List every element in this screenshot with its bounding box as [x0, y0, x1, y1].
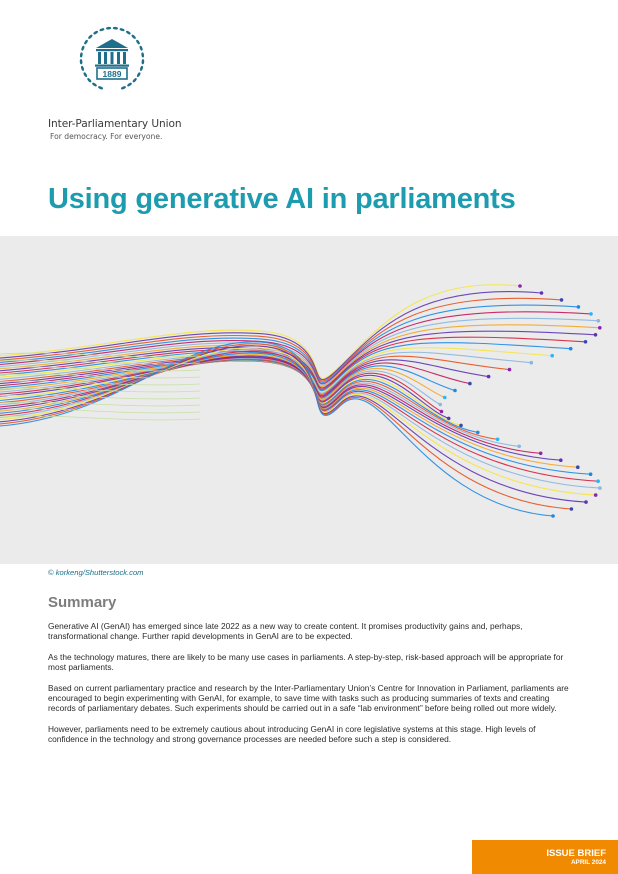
flow-line-endpoint — [443, 396, 447, 400]
flow-line-endpoint — [540, 291, 544, 295]
flow-line-endpoint — [517, 445, 521, 449]
flow-line-endpoint — [584, 340, 588, 344]
flow-line-endpoint — [597, 319, 601, 323]
flow-line-endpoint — [596, 479, 600, 483]
flow-line-endpoint — [594, 333, 598, 337]
org-tagline: For democracy. For everyone. — [50, 132, 163, 141]
flow-line-endpoint — [569, 347, 573, 351]
summary-paragraph-4: However, parliaments need to be extremely cautious about introducing GenAI in core legislative systems at this stage. High levels of confidence in the technology and strong governance processes are needed before such a step is considered. — [48, 723, 536, 745]
flow-line-endpoint — [459, 424, 463, 428]
hero-image — [0, 236, 618, 564]
org-name: Inter-Parliamentary Union — [48, 118, 182, 130]
flow-line-endpoint — [576, 465, 580, 469]
flow-line-endpoint — [496, 438, 500, 442]
flow-line-endpoint — [518, 284, 522, 288]
flow-line-endpoint — [598, 326, 602, 330]
flow-line-endpoint — [594, 493, 598, 497]
flow-line-endpoint — [539, 452, 543, 456]
flowing-lines-illustration — [0, 236, 618, 564]
flow-line-endpoint — [570, 507, 574, 511]
summary-paragraph-1: Generative AI (GenAI) has emerged since late 2022 as a new way to create content. It promises productivity gains and, perhaps, transformational change. Further rapid developments in GenAI are to be expected. — [48, 621, 523, 642]
flow-line-endpoint — [589, 312, 593, 316]
flow-line-endpoint — [598, 486, 602, 490]
flow-line-endpoint — [468, 382, 472, 386]
ipu-emblem-icon — [76, 22, 148, 94]
summary-heading: Summary — [48, 594, 117, 611]
issue-brief-badge — [472, 840, 618, 874]
logo-year: 1889 — [102, 69, 122, 79]
flow-line-endpoint — [560, 298, 564, 302]
flow-line-endpoint — [508, 368, 512, 372]
flow-line-endpoint — [550, 354, 554, 358]
summary-body — [48, 621, 578, 755]
flow-line-endpoint — [438, 403, 442, 407]
flow-line-endpoint — [577, 305, 581, 309]
flow-line-endpoint — [530, 361, 534, 365]
summary-paragraph-2: As the technology matures, there are likely to be many use cases in parliaments. A step-by-step, risk-based approach will be appropriate for most parliaments. — [48, 651, 564, 673]
flow-line-endpoint — [453, 389, 457, 393]
summary-paragraph-3: Based on current parliamentary practice and research by the Inter-Parliamentary Union’s Centre for Innovation in Parliament, parliaments are encouraged to begin experimenting with GenAI, for example, to save time with tasks such as producing summaries of texts and creating records of parliamentary debates. Such experiments should be carried out in a safe “lab environment” before being rolled out more widely. — [48, 682, 569, 714]
flow-line-endpoint — [559, 458, 563, 462]
issue-brief-date: APRIL 2024 — [570, 859, 606, 866]
flow-line-endpoint — [487, 375, 491, 379]
flow-line-endpoint — [551, 514, 555, 518]
issue-brief-label: ISSUE BRIEF — [546, 848, 606, 859]
flow-line-endpoint — [476, 431, 480, 435]
flow-line-endpoint — [440, 410, 444, 414]
page-title: Using generative AI in parliaments — [48, 183, 516, 215]
image-credit: © korkeng/Shutterstock.com — [48, 568, 144, 577]
flow-line-endpoint — [584, 500, 588, 504]
flow-line-endpoint — [589, 472, 593, 476]
